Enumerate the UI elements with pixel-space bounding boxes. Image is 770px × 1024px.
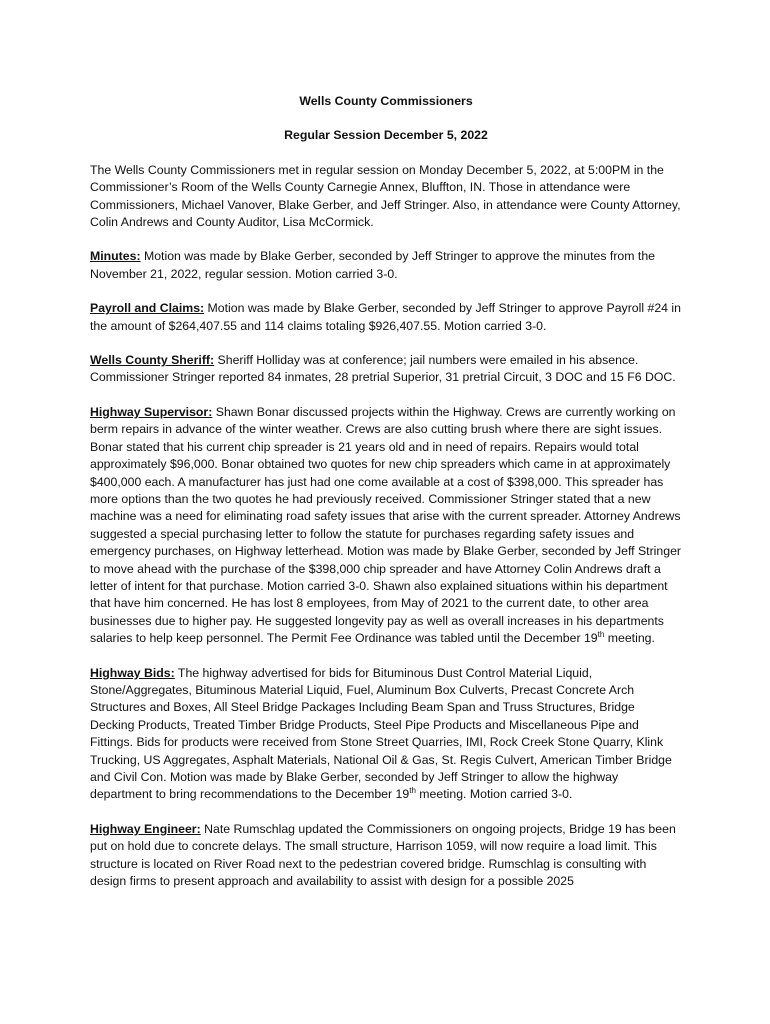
highway-engineer-heading: Highway Engineer: [90,821,201,836]
sheriff-text: Sheriff Holliday was at conference; jail numbers were emailed in his absence. Commissioner Stringer reported 84 inmates, 28 pretrial Superior, 31 pretrial Circuit, 3 DOC and 15 F6 DOC. [90,353,676,385]
highway-engineer-section [90,821,682,891]
superscript: th [597,630,605,640]
intro-paragraph [90,162,682,232]
minutes-heading: Minutes: [90,249,141,264]
minutes-section [90,248,682,283]
highway-bids-tail: meeting. Motion carried 3-0. [415,787,573,802]
document-title: Wells County Commissioners [299,94,473,108]
sheriff-heading: Wells County Sheriff: [90,353,215,368]
highway-engineer-text: Nate Rumschlag updated the Commissioners on ongoing projects, Bridge 19 has been put on hold due to concrete delays. The small structure, Harrison 1059, will now require a load limit. This structure is located on River Road next to the pedestrian covered bridge. Rumschlag is consulting with design firms to present approach and availability to assist with design for a possible 2025 [90,821,676,889]
highway-supervisor-tail: meeting. [604,631,655,646]
payroll-heading: Payroll and Claims: [90,301,205,316]
highway-bids-text: The highway advertised for bids for Bituminous Dust Control Material Liquid, Stone/Aggregates, Bituminous Material Liquid, Fuel, Aluminum Box Culverts, Precast Concrete Arch Structures and Boxes, All Steel Bridge Packages Including Beam Span and Truss Structures, Bridge Decking Products, Treated Timber Bridge Products, Steel Pipe Products and Miscellaneous Pipe and Fittings. Bids for products were received from Stone Street Quarries, IMI, Rock Creek Stone Quarry, Klink Trucking, US Aggregates, Asphalt Materials, National Oil & Gas, St. Regis Culvert, American Timber Bridge and Civil Con. Motion was made by Blake Gerber, seconded by Jeff Stringer to allow the highway department to bring recommendations to the December 19 [90,665,672,802]
highway-supervisor-heading: Highway Supervisor: [90,404,213,419]
payroll-text: Motion was made by Blake Gerber, seconded by Jeff Stringer to approve Payroll #24 in the amount of $264,407.55 and 114 claims totaling $926,407.55. Motion carried 3-0. [90,301,682,333]
payroll-section [90,300,682,335]
minutes-text: Motion was made by Blake Gerber, seconded by Jeff Stringer to approve the minutes from the November 21, 2022, regular session. Motion carried 3-0. [90,249,656,281]
highway-bids-section [90,665,682,804]
superscript: th [409,786,416,796]
document-page [90,93,682,907]
intro-text: The Wells County Commissioners met in regular session on Monday December 5, 2022, at 5:00PM in the Commissioner’s Room of the Wells County Carnegie Annex, Bluffton, IN. Those in attendance were Commissioners, Michael Vanover, Blake Gerber, and Jeff Stringer. Also, in attendance were County Attorney, Colin Andrews and County Auditor, Lisa McCormick. [90,162,681,230]
highway-supervisor-text: Shawn Bonar discussed projects within the Highway. Crews are currently working on berm repairs in advance of the winter weather. Crews are also cutting brush where there are sight issues. Bonar stated that his current chip spreader is 21 years old and in need of repairs. Repairs would total approximately $96,000. Bonar obtained two quotes for new chip spreaders which came in at approximately $400,000 each. A manufacturer has just had one come available at a cost of $398,000. This spreader has more options than the two quotes he had previously received. Commissioner Stringer stated that a new machine was a need for eliminating road safety issues that arise with the current spreader. Attorney Andrews suggested a special purchasing letter to follow the statute for purchases regarding safety issues and emergency purchases, on Highway letterhead. Motion was made by Blake Gerber, seconded by Jeff Stringer to move ahead with the purchase of the $398,000 chip spreader and have Attorney Colin Andrews draft a letter of intent for that purchase. Motion carried 3-0. Shawn also explained situations within his department that have him concerned. He has lost 8 employees, from May of 2021 to the current date, to other area businesses due to higher pay. He suggested longevity pay as well as overall increases in his departments salaries to help keep personnel. The Permit Fee Ordinance was tabled until the December 19 [90,404,682,646]
highway-supervisor-section [90,404,682,648]
sheriff-section [90,352,682,387]
highway-bids-heading: Highway Bids: [90,665,175,680]
document-subtitle: Regular Session December 5, 2022 [284,128,488,143]
